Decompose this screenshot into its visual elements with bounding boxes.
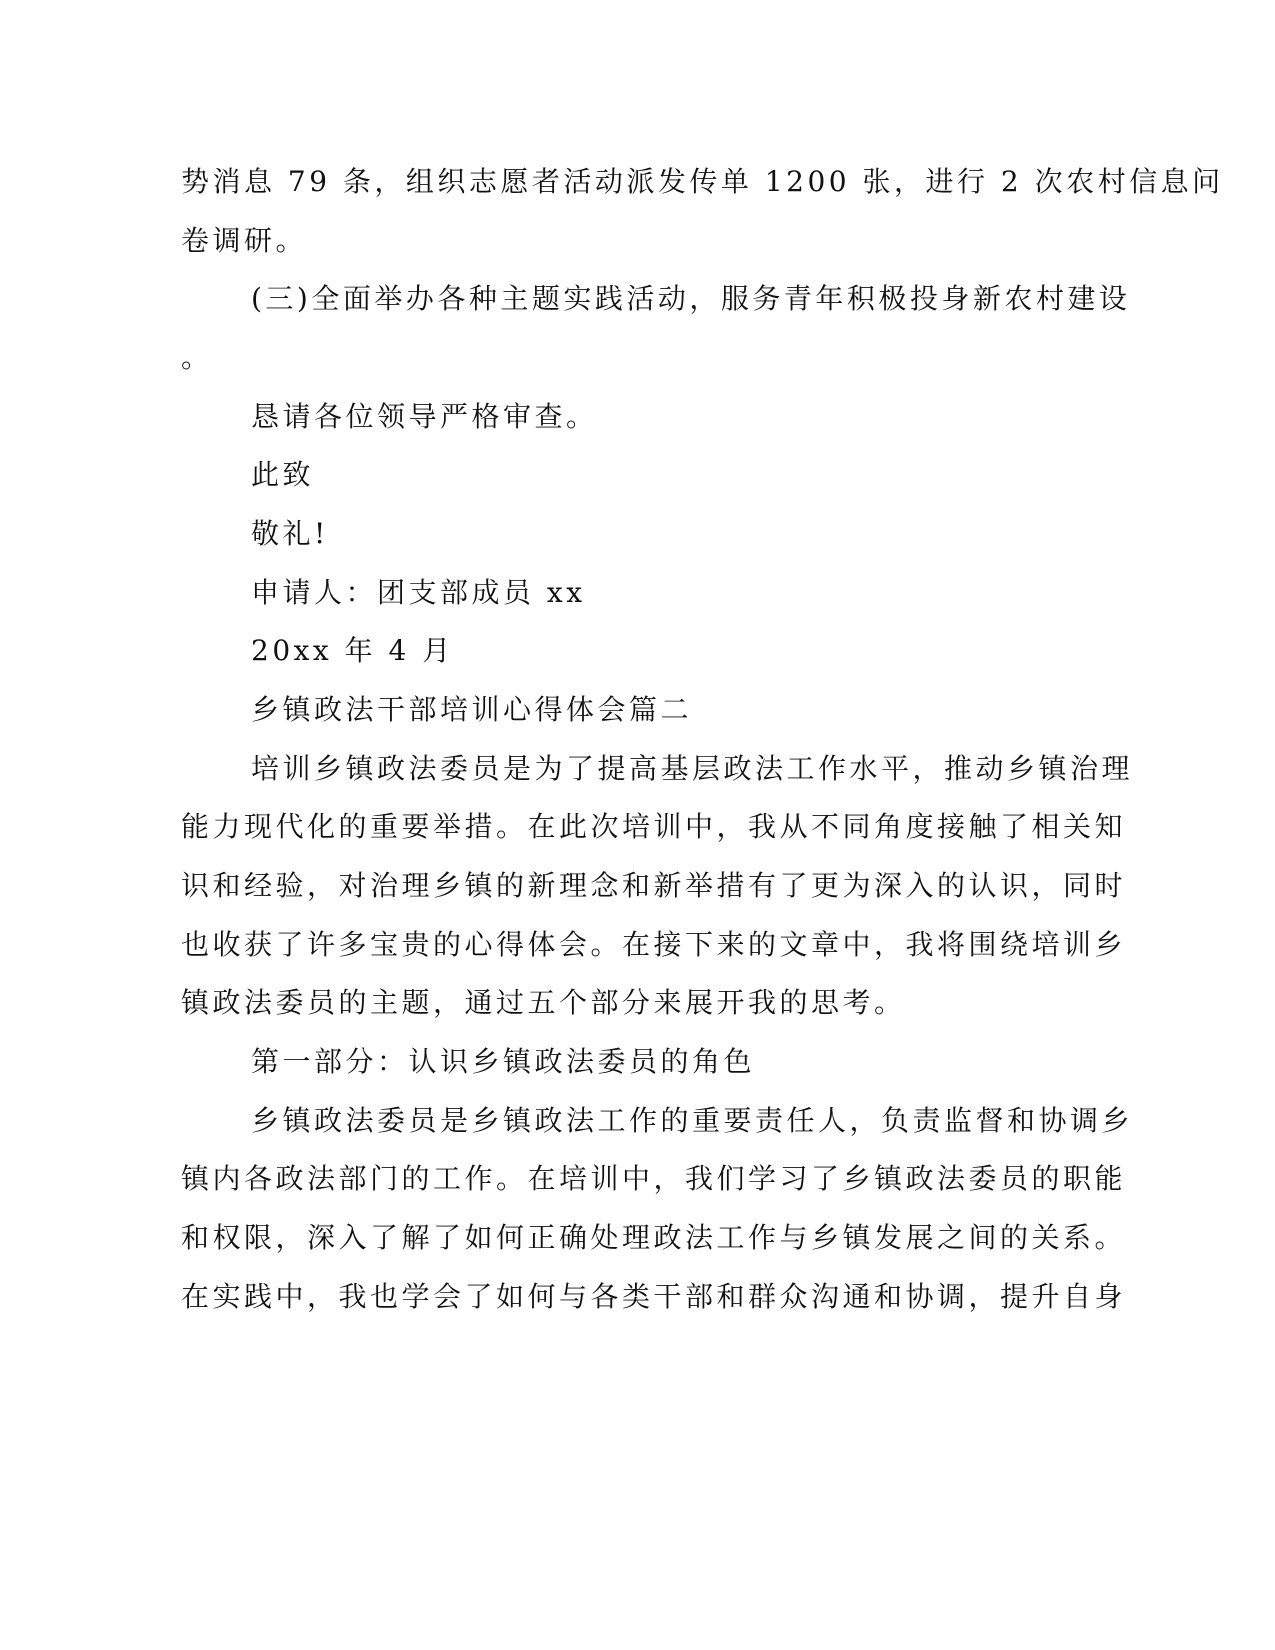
body-text-line: 镇政法委员的主题，通过五个部分来展开我的思考。: [181, 986, 906, 1019]
article-title: 乡镇政法干部培训心得体会篇二: [251, 693, 693, 726]
body-text-line: 识和经验，对治理乡镇的新理念和新举措有了更为深入的认识，同时: [181, 869, 1127, 902]
applicant-signature: 申请人：团支部成员 xx: [251, 576, 586, 609]
body-text-line: 能力现代化的重要举措。在此次培训中，我从不同角度接触了相关知: [181, 810, 1127, 843]
body-text-line: 势消息 79 条，组织志愿者活动派发传单 1200 张，进行 2 次农村信息问: [181, 165, 1224, 198]
section-heading: (三)全面举办各种主题实践活动，服务青年积极投身新农村建设: [251, 282, 1131, 315]
request-line: 恳请各位领导严格审查。: [251, 400, 598, 433]
body-text-line: 。: [181, 341, 213, 374]
closing-salutation: 此致: [251, 458, 315, 491]
body-text-line: 也收获了许多宝贵的心得体会。在接下来的文章中，我将围绕培训乡: [181, 928, 1127, 961]
body-text-line: 镇内各政法部门的工作。在培训中，我们学习了乡镇政法委员的职能: [181, 1162, 1127, 1195]
body-text-line: 在实践中，我也学会了如何与各类干部和群众沟通和协调，提升自身: [181, 1280, 1127, 1313]
body-text-line: 乡镇政法委员是乡镇政法工作的重要责任人，负责监督和协调乡: [251, 1104, 1134, 1137]
part-heading: 第一部分：认识乡镇政法委员的角色: [251, 1045, 756, 1078]
body-text-line: 和权限，深入了解了如何正确处理政法工作与乡镇发展之间的关系。: [181, 1221, 1127, 1254]
closing-regards: 敬礼!: [251, 517, 329, 550]
document-date: 20xx 年 4 月: [251, 634, 454, 667]
body-text-line: 卷调研。: [181, 224, 308, 257]
body-text-line: 培训乡镇政法委员是为了提高基层政法工作水平，推动乡镇治理: [251, 752, 1134, 785]
